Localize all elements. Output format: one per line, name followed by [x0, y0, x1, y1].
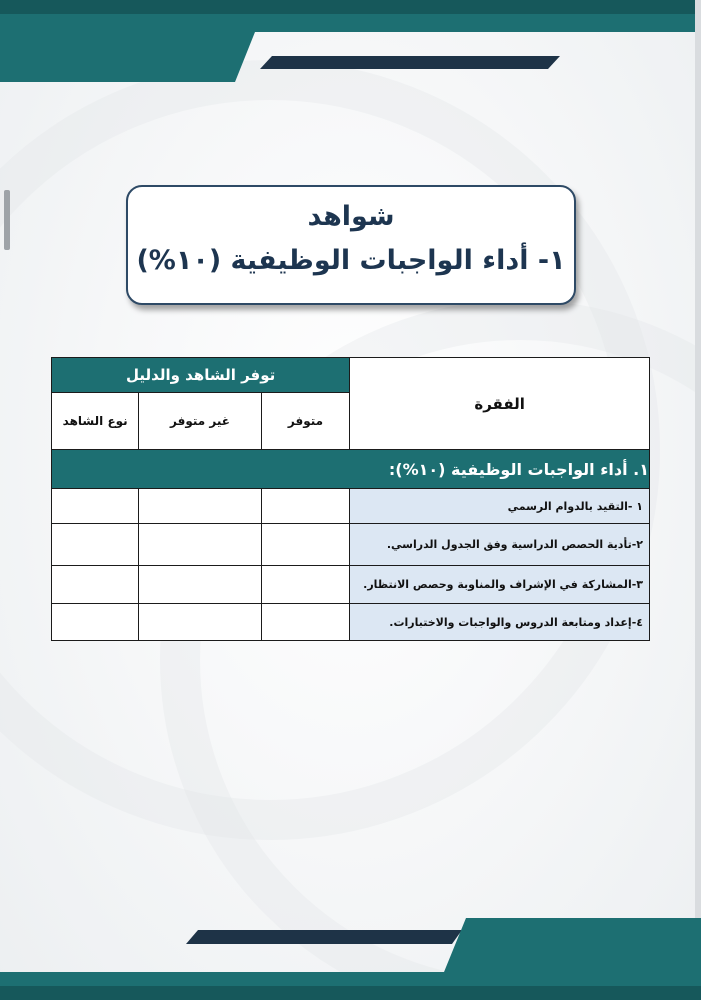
bottom-teal-band-dark	[0, 986, 701, 1000]
table-row	[52, 524, 650, 566]
column-header-unavailable: غير متوفر	[139, 393, 261, 450]
top-navy-stripe	[260, 56, 560, 69]
top-teal-band-dark	[0, 0, 695, 14]
column-group-header: توفر الشاهد والدليل	[52, 358, 350, 393]
column-header-evidence-type: نوع الشاهد	[52, 393, 139, 450]
unavailable-cell[interactable]	[139, 566, 261, 604]
available-cell[interactable]	[261, 604, 350, 641]
available-cell[interactable]	[261, 489, 350, 524]
row-item-label: ٢-تأدية الحصص الدراسية وفق الجدول الدراسي.	[350, 524, 650, 566]
column-header-available: متوفر	[261, 393, 350, 450]
row-item-label: ٤-إعداد ومتابعة الدروس والواجبات والاختبارات.	[350, 604, 650, 641]
unavailable-cell[interactable]	[139, 604, 261, 641]
evidence-type-cell[interactable]	[52, 524, 139, 566]
section-label: ١. أداء الواجبات الوظيفية (١٠%):	[52, 450, 650, 489]
available-cell[interactable]	[261, 524, 350, 566]
row-item-label: ١ -التقيد بالدوام الرسمي	[350, 489, 650, 524]
row-item-label: ٣-المشاركة في الإشراف والمناوبة وحصص الانتظار.	[350, 566, 650, 604]
evidence-table	[51, 357, 650, 641]
table-row	[52, 489, 650, 524]
table-row	[52, 566, 650, 604]
evidence-type-cell[interactable]	[52, 489, 139, 524]
evidence-type-cell[interactable]	[52, 604, 139, 641]
section-row	[52, 450, 650, 489]
table-row	[52, 604, 650, 641]
unavailable-cell[interactable]	[139, 489, 261, 524]
page-subtitle: ١- أداء الواجبات الوظيفية (١٠%)	[136, 245, 566, 276]
unavailable-cell[interactable]	[139, 524, 261, 566]
page-title: شواهد	[307, 201, 395, 232]
evidence-type-cell[interactable]	[52, 566, 139, 604]
bottom-navy-stripe	[186, 930, 462, 944]
column-header-item: الفقرة	[350, 358, 650, 450]
available-cell[interactable]	[261, 566, 350, 604]
title-box	[126, 185, 576, 305]
